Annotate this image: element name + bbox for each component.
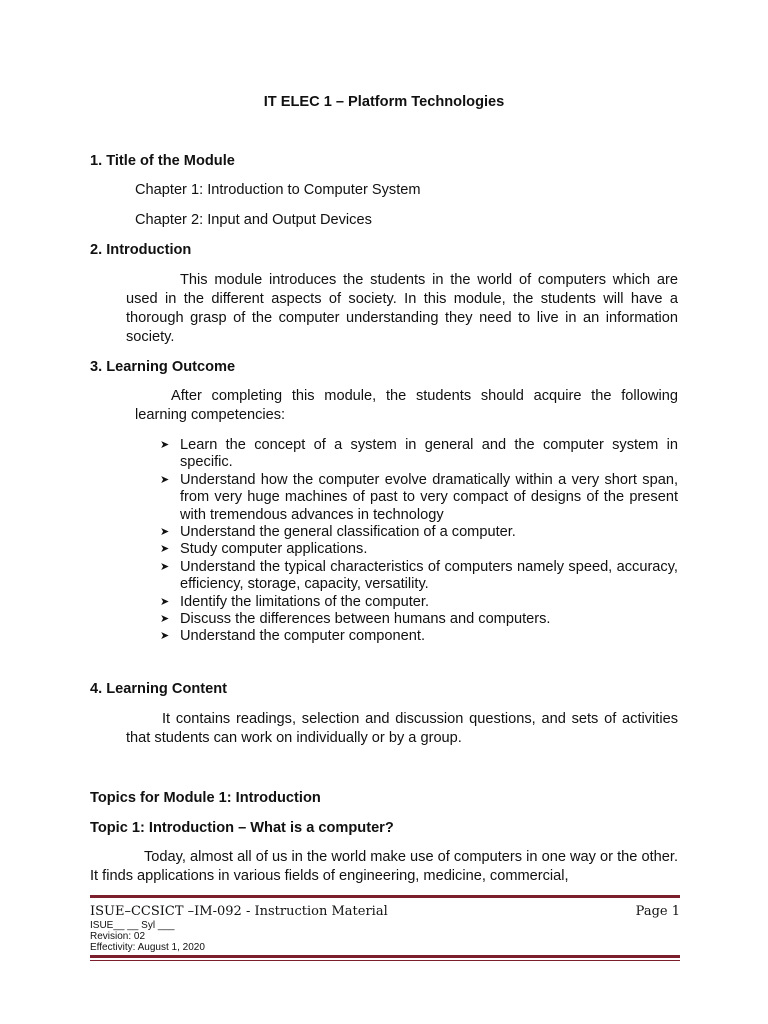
footer-material-label: ISUE–CCSICT –IM-092 - Instruction Material	[90, 904, 388, 919]
section-4-heading: 4. Learning Content	[90, 681, 228, 697]
learning-outcome-paragraph: After completing this module, the students should acquire the following learning competencies:	[135, 388, 678, 423]
topic-1-heading: Topic 1: Introduction – What is a computer?	[90, 820, 394, 836]
footer-page-number: Page 1	[635, 904, 680, 919]
learning-content-paragraph: It contains readings, selection and discussion questions, and sets of activities that students can work on individually or by a group.	[126, 711, 678, 746]
arrow-bullet-icon: ➤	[160, 526, 170, 539]
arrow-bullet-icon: ➤	[160, 630, 170, 643]
arrow-bullet-icon: ➤	[160, 439, 170, 451]
arrow-bullet-icon: ➤	[160, 595, 170, 608]
footer-bottom-thin-rule	[90, 960, 680, 961]
section-1-heading: 1. Title of the Module	[90, 153, 235, 169]
list-item: ➤ Identify the limitations of the computer.	[160, 593, 430, 610]
topic-1-paragraph: Today, almost all of us in the world make use of computers in one way or the other. It finds applications in various fields of engineering, medicine, commercial,	[90, 849, 678, 884]
topics-heading: Topics for Module 1: Introduction	[90, 790, 321, 806]
footer-bottom-rule	[90, 955, 680, 958]
list-item: ➤ Understand the computer component.	[160, 628, 425, 645]
document-title: IT ELEC 1 – Platform Technologies	[263, 94, 505, 110]
list-item: ➤ Understand how the computer evolve dramatically within a very short span, from very huge machines of past to very compact of designs of the present with tremendous advances in technology	[160, 471, 678, 523]
list-item: ➤ Learn the concept of a system in general and the computer system in specific.	[160, 437, 678, 471]
arrow-bullet-icon: ➤	[160, 613, 170, 626]
footer-syl: ISUE__ __ Syl ___	[90, 920, 175, 931]
list-item: ➤ Study computer applications.	[160, 541, 368, 558]
competencies-list	[160, 437, 678, 646]
arrow-bullet-icon: ➤	[160, 473, 170, 486]
introduction-paragraph: This module introduces the students in the world of computers which are used in the different aspects of society. In this module, the students will have a thorough grasp of the computer understanding they need to live in an information society.	[126, 272, 678, 345]
list-item: ➤ Understand the typical characteristics of computers namely speed, accuracy, efficiency, storage, capacity, versatility.	[160, 558, 678, 593]
footer-revision: Revision: 02	[90, 931, 146, 942]
arrow-bullet-icon: ➤	[160, 560, 170, 573]
arrow-bullet-icon: ➤	[160, 543, 170, 556]
list-item: ➤ Understand the general classification of a computer.	[160, 524, 516, 541]
chapter-1-item: Chapter 1: Introduction to Computer System	[135, 182, 421, 198]
footer-top-rule	[90, 895, 680, 898]
section-2-heading: 2. Introduction	[90, 242, 192, 258]
section-3-heading: 3. Learning Outcome	[90, 359, 236, 375]
chapter-2-item: Chapter 2: Input and Output Devices	[135, 212, 372, 228]
footer-effectivity: Effectivity: August 1, 2020	[90, 942, 205, 953]
list-item: ➤ Discuss the differences between humans and computers.	[160, 611, 551, 628]
